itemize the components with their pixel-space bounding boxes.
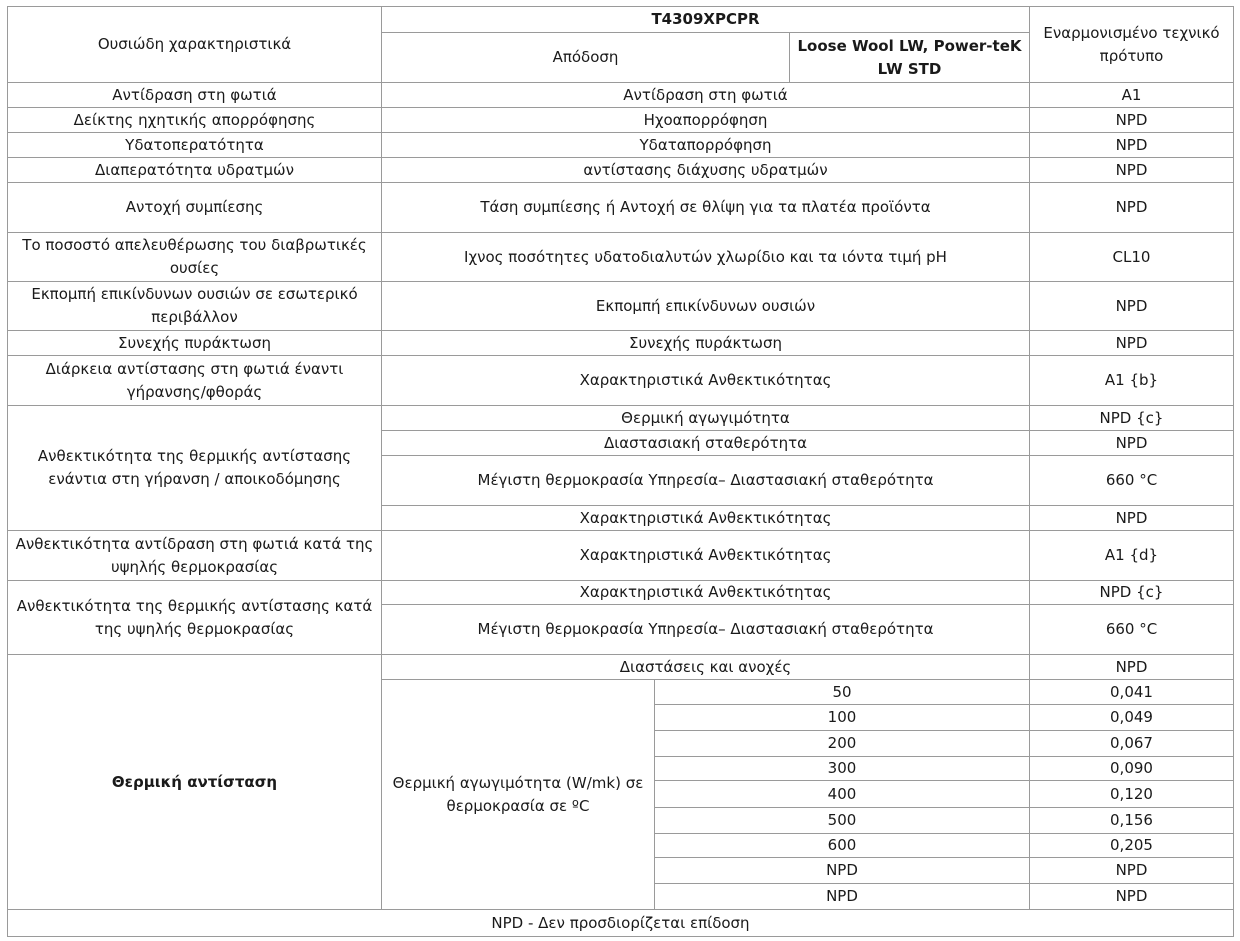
- value-cell: 0,041: [1030, 680, 1234, 705]
- performance-table: [7, 6, 1234, 937]
- value-cell: NPD: [1030, 282, 1234, 331]
- table-row: [8, 83, 1234, 108]
- performance-cell: Ηχοαπορρόφηση: [382, 108, 1030, 133]
- table-row: [8, 581, 1234, 605]
- performance-cell: Χαρακτηριστικά Ανθεκτικότητας: [382, 581, 1030, 605]
- table-header-row: [8, 7, 1234, 33]
- characteristic-cell: Διαπερατότητα υδρατμών: [8, 158, 382, 183]
- performance-cell: Μέγιστη θερμοκρασία Υπηρεσία– Διαστασιακή σταθερότητα: [382, 605, 1030, 655]
- performance-cell: Θερμική αγωγιμότητα: [382, 406, 1030, 431]
- header-product-code: T4309XPCPR: [382, 7, 1030, 33]
- characteristic-cell: Ανθεκτικότητα της θερμικής αντίστασης κατά της υψηλής θερμοκρασίας: [8, 581, 382, 655]
- characteristic-cell: Θερμική αντίσταση: [8, 655, 382, 910]
- footer-note: NPD - Δεν προσδιορίζεται επίδοση: [8, 910, 1234, 937]
- characteristic-cell: Αντοχή συμπίεσης: [8, 183, 382, 233]
- table-row: [8, 158, 1234, 183]
- conductivity-label: Θερμική αγωγιμότητα (W/mk) σε θερμοκρασία σε ºC: [382, 680, 655, 910]
- temperature-cell: 50: [655, 680, 1030, 705]
- performance-cell: Διαστασιακή σταθερότητα: [382, 431, 1030, 456]
- characteristic-cell: Ανθεκτικότητα αντίδραση στη φωτιά κατά της υψηλής θερμοκρασίας: [8, 531, 382, 581]
- value-cell: NPD: [1030, 506, 1234, 531]
- header-product-name: Loose Wool LW, Power-teK LW STD: [790, 33, 1030, 83]
- characteristic-cell: Αντίδραση στη φωτιά: [8, 83, 382, 108]
- table-row: [8, 331, 1234, 356]
- value-cell: CL10: [1030, 233, 1234, 282]
- table-row: [8, 282, 1234, 331]
- temperature-cell: 400: [655, 781, 1030, 808]
- header-standard: Εναρμονισμένο τεχνικό πρότυπο: [1030, 7, 1234, 83]
- value-cell: 0,049: [1030, 705, 1234, 731]
- value-cell: A1: [1030, 83, 1234, 108]
- value-cell: NPD: [1030, 655, 1234, 680]
- value-cell: 0,156: [1030, 808, 1234, 834]
- performance-cell: Μέγιστη θερμοκρασία Υπηρεσία– Διαστασιακή σταθερότητα: [382, 456, 1030, 506]
- performance-cell: Αντίδραση στη φωτιά: [382, 83, 1030, 108]
- table-footer-row: [8, 910, 1234, 937]
- characteristic-cell: Ανθεκτικότητα της θερμικής αντίστασης ενάντια στη γήρανση / αποικοδόμησης: [8, 406, 382, 531]
- characteristic-cell: Εκπομπή επικίνδυνων ουσιών σε εσωτερικό περιβάλλον: [8, 282, 382, 331]
- performance-cell: Ιχνος ποσότητες υδατοδιαλυτών χλωρίδιο και τα ιόντα τιμή pH: [382, 233, 1030, 282]
- table-row: [8, 406, 1234, 431]
- temperature-cell: NPD: [655, 884, 1030, 910]
- performance-cell: Διαστάσεις και ανοχές: [382, 655, 1030, 680]
- performance-cell: Τάση συμπίεσης ή Αντοχή σε θλίψη για τα πλατέα προϊόντα: [382, 183, 1030, 233]
- value-cell: NPD {c}: [1030, 581, 1234, 605]
- header-performance: Απόδοση: [382, 33, 790, 83]
- performance-cell: Χαρακτηριστικά Ανθεκτικότητας: [382, 531, 1030, 581]
- temperature-cell: 500: [655, 808, 1030, 834]
- value-cell: NPD: [1030, 858, 1234, 884]
- value-cell: NPD: [1030, 108, 1234, 133]
- value-cell: NPD: [1030, 331, 1234, 356]
- characteristic-cell: Διάρκεια αντίστασης στη φωτιά έναντι γήρανσης/φθοράς: [8, 356, 382, 406]
- value-cell: 0,067: [1030, 731, 1234, 757]
- table-row: [8, 233, 1234, 282]
- temperature-cell: 100: [655, 705, 1030, 731]
- table-row: [8, 356, 1234, 406]
- value-cell: A1 {b}: [1030, 356, 1234, 406]
- value-cell: 660 °C: [1030, 605, 1234, 655]
- value-cell: NPD: [1030, 884, 1234, 910]
- temperature-cell: 600: [655, 834, 1030, 858]
- characteristic-cell: Δείκτης ηχητικής απορρόφησης: [8, 108, 382, 133]
- table-row: [8, 108, 1234, 133]
- value-cell: 0,090: [1030, 757, 1234, 781]
- value-cell: A1 {d}: [1030, 531, 1234, 581]
- performance-cell: Χαρακτηριστικά Ανθεκτικότητας: [382, 506, 1030, 531]
- table-row: [8, 183, 1234, 233]
- value-cell: 0,205: [1030, 834, 1234, 858]
- temperature-cell: 300: [655, 757, 1030, 781]
- table-row: [8, 531, 1234, 581]
- value-cell: NPD: [1030, 183, 1234, 233]
- value-cell: NPD: [1030, 158, 1234, 183]
- value-cell: 0,120: [1030, 781, 1234, 808]
- table-row: [8, 655, 1234, 680]
- characteristic-cell: Το ποσοστό απελευθέρωσης του διαβρωτικές ουσίες: [8, 233, 382, 282]
- performance-cell: αντίστασης διάχυσης υδρατμών: [382, 158, 1030, 183]
- value-cell: NPD: [1030, 431, 1234, 456]
- temperature-cell: 200: [655, 731, 1030, 757]
- performance-cell: Εκπομπή επικίνδυνων ουσιών: [382, 282, 1030, 331]
- performance-declaration: [7, 6, 1234, 937]
- characteristic-cell: Συνεχής πυράκτωση: [8, 331, 382, 356]
- performance-cell: Υδαταπορρόφηση: [382, 133, 1030, 158]
- characteristic-cell: Υδατοπερατότητα: [8, 133, 382, 158]
- value-cell: 660 °C: [1030, 456, 1234, 506]
- header-characteristics: Ουσιώδη χαρακτηριστικά: [8, 7, 382, 83]
- performance-cell: Χαρακτηριστικά Ανθεκτικότητας: [382, 356, 1030, 406]
- temperature-cell: NPD: [655, 858, 1030, 884]
- value-cell: NPD: [1030, 133, 1234, 158]
- table-row: [8, 133, 1234, 158]
- performance-cell: Συνεχής πυράκτωση: [382, 331, 1030, 356]
- value-cell: NPD {c}: [1030, 406, 1234, 431]
